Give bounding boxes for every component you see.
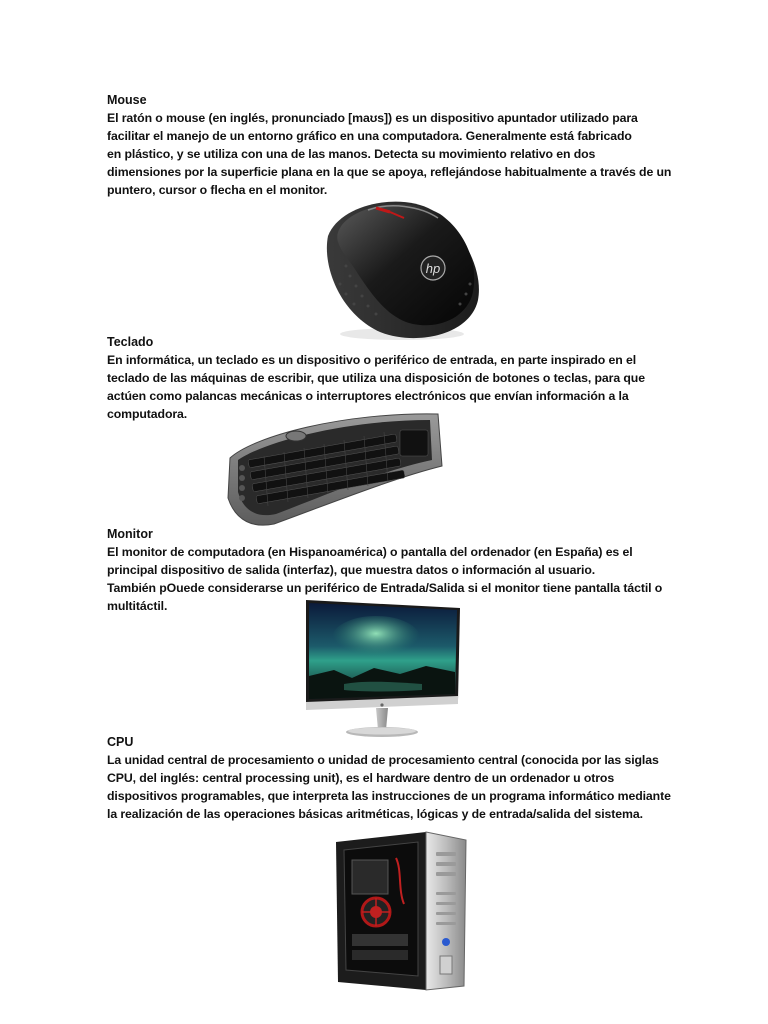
text-line: multitáctil. (107, 599, 168, 613)
hp-logo-icon: hp (425, 261, 441, 276)
text-line: facilitar el manejo de un entorno gráfico en una computadora. Generalmente está fabricado (107, 129, 632, 143)
section-cpu (107, 733, 671, 823)
text-line: El monitor de computadora (en Hispanoamérica) o pantalla del ordenador (en España) es el (107, 545, 633, 559)
keyboard-image (224, 406, 446, 530)
cpu-image (332, 830, 470, 994)
mouse-photo-icon (320, 196, 482, 344)
section-heading-mouse: Mouse (107, 93, 147, 107)
text-line: en plástico, y se utiliza con una de las manos. Detecta su movimiento relativo en dos (107, 147, 596, 161)
text-line: principal dispositivo de salida (interfaz), que muestra datos o información al usuario. (107, 563, 596, 577)
text-line: puntero, cursor o flecha en el monitor. (107, 183, 328, 197)
computer-tower-photo-icon (332, 830, 470, 994)
section-text-cpu (107, 751, 671, 823)
text-line: dimensiones por la superficie plana en la que se apoya, reflejándose habitualmente a través de un (107, 165, 672, 179)
section-text-mouse (107, 109, 672, 199)
text-line: teclado de las máquinas de escribir, que utiliza una disposición de botones o teclas, para que (107, 371, 645, 385)
text-line: la realización de las operaciones básicas aritméticas, lógicas y de entrada/salida del sistema. (107, 807, 643, 821)
text-line: La unidad central de procesamiento o unidad de procesamiento central (conocida por las siglas (107, 753, 659, 767)
section-mouse (107, 91, 672, 199)
keyboard-photo-icon (224, 406, 446, 530)
text-line: El ratón o mouse (en inglés, pronunciado [maʊs]) es un dispositivo apuntador utilizado para (107, 111, 638, 125)
monitor-photo-icon (304, 598, 462, 740)
text-line: CPU, del inglés: central processing unit), es el hardware dentro de un ordenador u otros (107, 771, 615, 785)
text-line: actúen como palancas mecánicas o interruptores electrónicos que envían información a la (107, 389, 629, 403)
monitor-image (304, 598, 462, 740)
mouse-image (320, 196, 482, 344)
section-heading-monitor: Monitor (107, 527, 153, 541)
text-line: dispositivos programables, que interpreta las instrucciones de un programa informático mediante (107, 789, 671, 803)
text-line: En informática, un teclado es un dispositivo o periférico de entrada, en parte inspirado en el (107, 353, 637, 367)
section-heading-keyboard: Teclado (107, 335, 154, 349)
text-line: computadora. (107, 407, 188, 421)
section-heading-cpu: CPU (107, 735, 134, 749)
text-line: También pOuede considerarse un periférico de Entrada/Salida si el monitor tiene pantalla táctil o (107, 581, 663, 595)
